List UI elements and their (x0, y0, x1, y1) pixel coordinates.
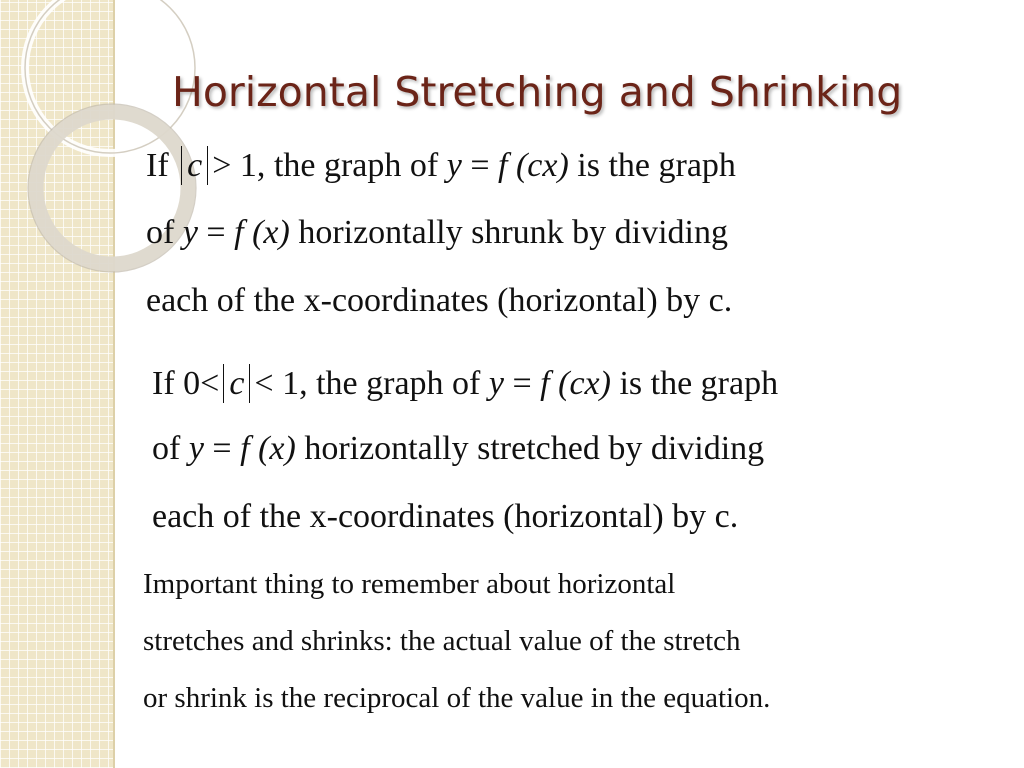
rule1-of: of (146, 214, 175, 251)
rule1-line2-tail: horizontally shrunk by dividing (298, 214, 728, 251)
note-line3: or shrink is the reciprocal of the value in the equation. (143, 682, 771, 714)
rule2-of: of (152, 430, 181, 467)
rule1-text: the graph of (273, 147, 439, 184)
rule1-f: f (498, 147, 508, 184)
rule1-tail: is the graph (577, 147, 736, 184)
rule2-line3: each of the x-coordinates (horizontal) by c. (152, 498, 739, 535)
note-line1: Important thing to remember about horizontal (143, 568, 676, 600)
rule2-equals: = (512, 365, 541, 402)
rule2-if-text: If 0< (152, 365, 220, 402)
rule1-line1 (146, 146, 736, 185)
rule1-line2-y: y (182, 214, 198, 251)
rule2-tail: is the graph (619, 365, 779, 402)
rule2-line2-f: f (240, 430, 250, 467)
rule1-line2-f: f (234, 214, 244, 251)
rule1-equals: = (470, 147, 498, 184)
rule2-arg: (cx) (558, 365, 611, 402)
rule1-line3: each of the x-coordinates (horizontal) by c. (146, 282, 733, 319)
note-line2: stretches and shrinks: the actual value of the stretch (143, 625, 741, 657)
rule2-line1 (152, 364, 778, 403)
rule1-abs-c: c (181, 146, 208, 185)
rule2-y: y (488, 365, 504, 402)
rule2-line2-y: y (188, 430, 204, 467)
rule2-line2-equals: = (212, 430, 241, 467)
rule2-line2 (152, 432, 764, 466)
rule1-line2 (146, 216, 728, 250)
rule1-arg: (cx) (515, 147, 569, 184)
rule2-f: f (540, 365, 550, 402)
slide-title: Horizontal Stretching and Shrinking (172, 68, 903, 116)
rule1-y: y (446, 147, 462, 184)
rule2-line2-arg: (x) (258, 430, 296, 467)
rule1-if-text: If (146, 147, 169, 184)
rule1-line2-arg: (x) (252, 214, 290, 251)
rule2-text: the graph of (316, 365, 481, 402)
rule1-line2-equals: = (206, 214, 235, 251)
rule2-abs-c: c (223, 364, 250, 403)
rule1-condition: > 1, (212, 147, 266, 184)
rule2-line2-tail: horizontally stretched by dividing (304, 430, 765, 467)
rule2-condition: < 1, (254, 365, 308, 402)
